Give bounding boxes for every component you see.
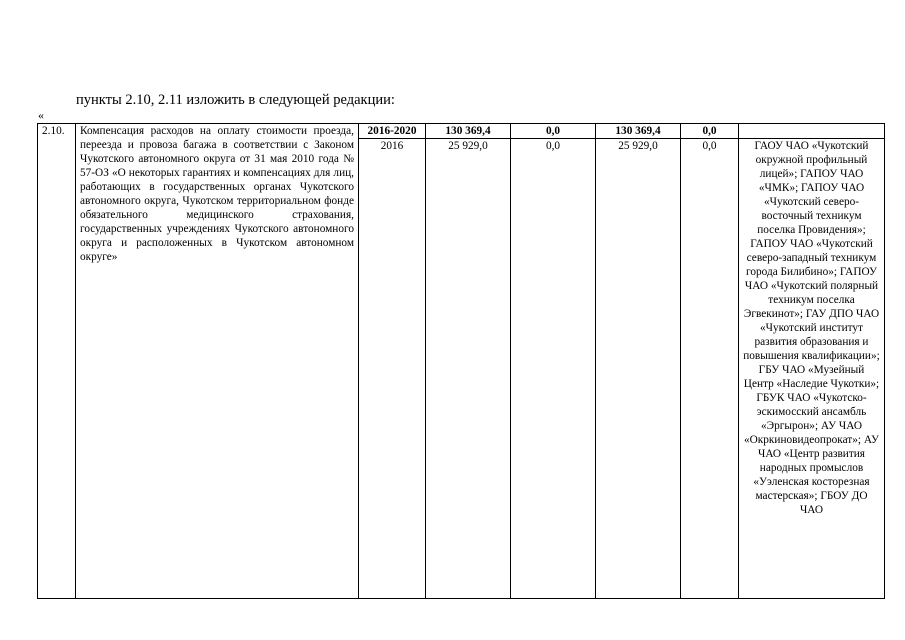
total-value-2: 0,0 [511,124,596,139]
year-value-3: 25 929,0 [596,139,681,599]
row-number: 2.10. [38,124,76,599]
table-row-total [38,124,885,139]
year-period: 2016 [359,139,426,599]
total-value-4: 0,0 [681,124,739,139]
year-responsible: ГАОУ ЧАО «Чукотский окружной профильный лицей»; ГАПОУ ЧАО «ЧМК»; ГАПОУ ЧАО «Чукотский северо-восточный техникум поселка Провидения»; ГАПОУ ЧАО «Чукотский северо-западный техникум города Билибино»; ГАПОУ ЧАО «Чукотский полярный техникум поселка Эгвекинот»; ГАУ ДПО ЧАО «Чукотский институт развития образования и повышения квалификации»; ГБУ ЧАО «Музейный Центр «Наследие Чукотки»; ГБУК ЧАО «Чукотско-эскимосский ансамбль «Эргырон»; АУ ЧАО «Окркиновидеопрокат»; АУ ЧАО «Центр развития народных промыслов «Уэленская косторезная мастерская»; ГБОУ ДО ЧАО [739,139,885,599]
intro-text: пункты 2.10, 2.11 изложить в следующей редакции: [76,92,395,108]
year-value-4: 0,0 [681,139,739,599]
total-period: 2016-2020 [359,124,426,139]
program-table [37,123,885,599]
row-description: Компенсация расходов на оплату стоимости проезда, переезда и провоза багажа в соответствии с Законом Чукотского автономного округа от 31 мая 2010 года № 57-ОЗ «О некоторых гарантиях и компенсациях для лиц, работающих в государственных органах Чукотского автономного округа, Чукотском территориальном фонде обязательного медицинского страхования, государственных учреждениях Чукотского автономного округа и расположенных в Чукотском автономном округе» [76,124,359,599]
total-value-3: 130 369,4 [596,124,681,139]
total-value-1: 130 369,4 [426,124,511,139]
year-value-1: 25 929,0 [426,139,511,599]
year-value-2: 0,0 [511,139,596,599]
total-responsible [739,124,885,139]
opening-quote: « [38,108,44,122]
